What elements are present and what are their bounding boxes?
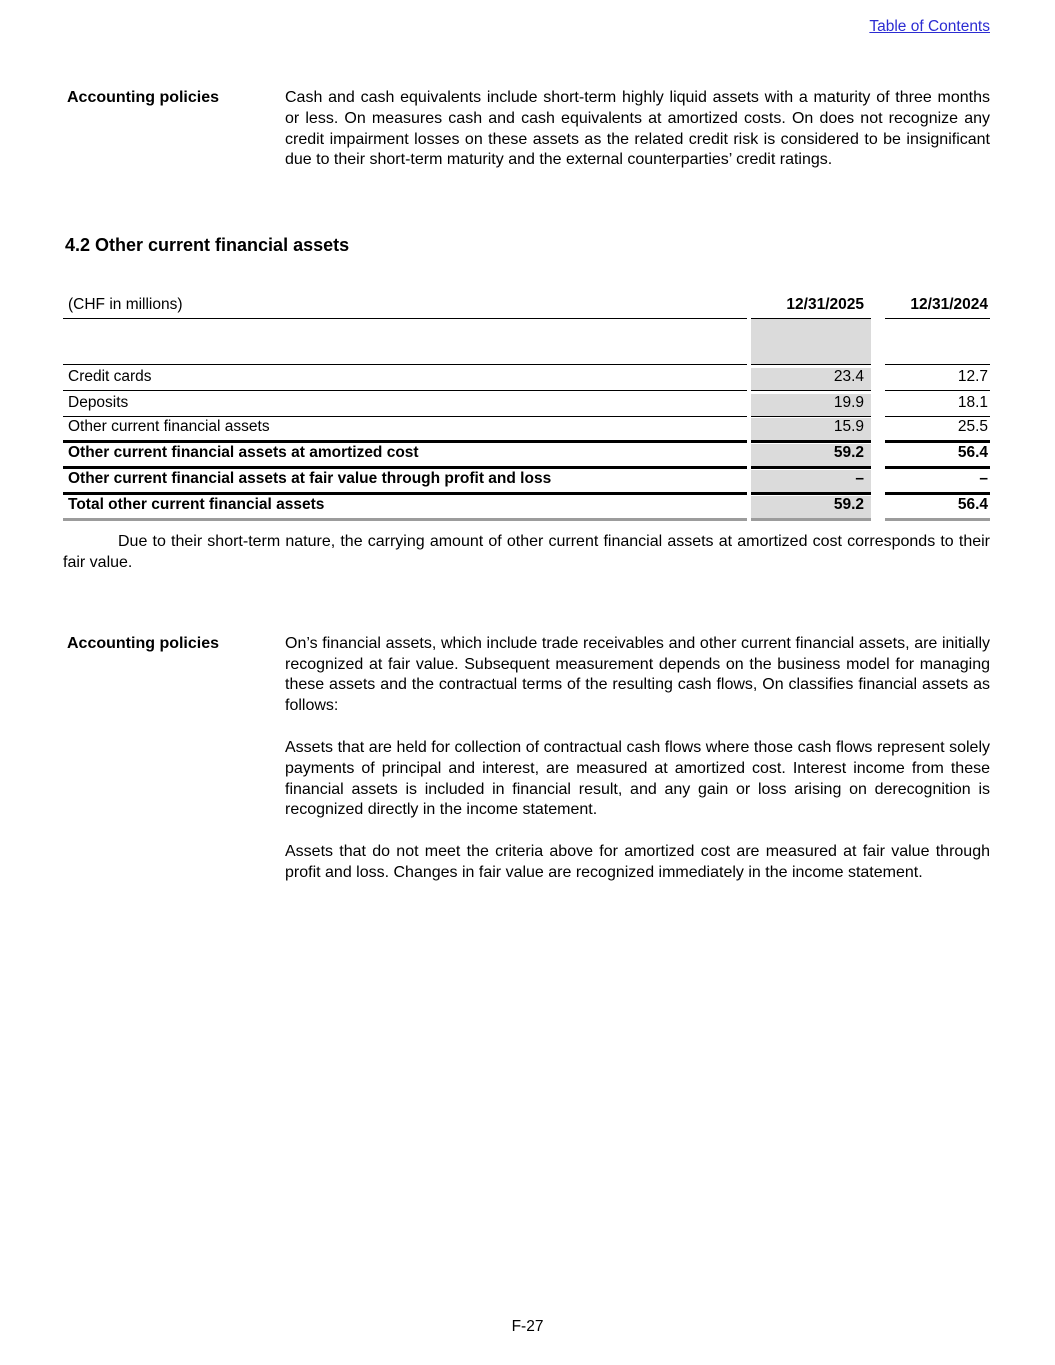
row-label: Credit cards [63, 368, 747, 391]
accounting-policies-label: Accounting policies [67, 89, 220, 106]
accounting-policies-text [285, 634, 990, 884]
toc-link-row [63, 18, 990, 36]
policy-paragraph: Assets that do not meet the criteria above for amortized cost are measured at fair value through profit and loss. Changes in fair value are recognized immediately in the income statement. [285, 843, 990, 881]
table-note-paragraph: Due to their short-term nature, the carrying amount of other current financial assets at amortized cost corresponds to their fair value. [63, 533, 990, 571]
policy-paragraph: On’s financial assets, which include trade receivables and other current financial assets, are initially recognized at fair value. Subsequent measurement depends on the business model for managing these assets and the contractual terms of the resulting cash flows, On classifies financial assets as follows: [285, 634, 990, 715]
table-subtotal-row [63, 443, 990, 469]
row-value-2024: 56.4 [885, 496, 990, 521]
table-spacer-row [63, 319, 990, 365]
policy-paragraph: Cash and cash equivalents include short-term highly liquid assets with a maturity of three months or less. On measures cash and cash equivalents at amortized costs. On does not recognize any credit impairment losses on these assets as the related credit risk is considered to be insignificant due to their short-term maturity and the external counterparties’ credit ratings. [285, 89, 990, 169]
spacer-cell-shaded [751, 319, 871, 365]
column-header-2025: 12/31/2025 [751, 296, 871, 319]
row-value-2024: 25.5 [885, 418, 990, 443]
row-value-2024: 18.1 [885, 394, 990, 417]
row-label: Deposits [63, 394, 747, 417]
row-value-2025: 59.2 [751, 496, 871, 521]
table-header-row [63, 294, 990, 319]
row-label: Other current financial assets at fair value through profit and loss [63, 470, 747, 495]
table-subtotal-row [63, 469, 990, 495]
row-label: Total other current financial assets [63, 496, 747, 521]
row-value-2025: 23.4 [751, 368, 871, 391]
row-value-2025: 59.2 [751, 444, 871, 469]
row-value-2024: 56.4 [885, 444, 990, 469]
spacer-cell [63, 319, 747, 365]
spacer-cell [885, 319, 990, 365]
row-value-2025: 19.9 [751, 394, 871, 417]
accounting-policies-block-cash [63, 88, 990, 171]
unit-label: (CHF in millions) [63, 296, 747, 319]
table-of-contents-link[interactable]: Table of Contents [869, 18, 990, 35]
accounting-policies-text [285, 88, 990, 171]
row-value-2024: 12.7 [885, 368, 990, 391]
other-current-financial-assets-table [63, 294, 990, 521]
section-heading: 4.2 Other current financial assets [65, 235, 350, 256]
row-label: Other current financial assets [63, 418, 747, 443]
table-row [63, 417, 990, 443]
row-value-2025: – [751, 470, 871, 495]
page-number: F-27 [511, 1318, 544, 1335]
row-value-2025: 15.9 [751, 418, 871, 443]
table-row [63, 391, 990, 417]
row-label: Other current financial assets at amortized cost [63, 444, 747, 469]
column-header-2024: 12/31/2024 [885, 296, 990, 319]
accounting-policies-block-financial-assets [63, 634, 990, 884]
policy-paragraph: Assets that are held for collection of contractual cash flows where those cash flows represent solely payments of principal and interest, are measured at amortized cost. Interest income from these financial assets is included in financial result, and any gain or loss arising on derecognition is recognized directly in the income statement. [285, 738, 990, 819]
row-value-2024: – [885, 470, 990, 495]
table-total-row [63, 495, 990, 521]
table-row [63, 365, 990, 391]
accounting-policies-label: Accounting policies [67, 634, 220, 652]
